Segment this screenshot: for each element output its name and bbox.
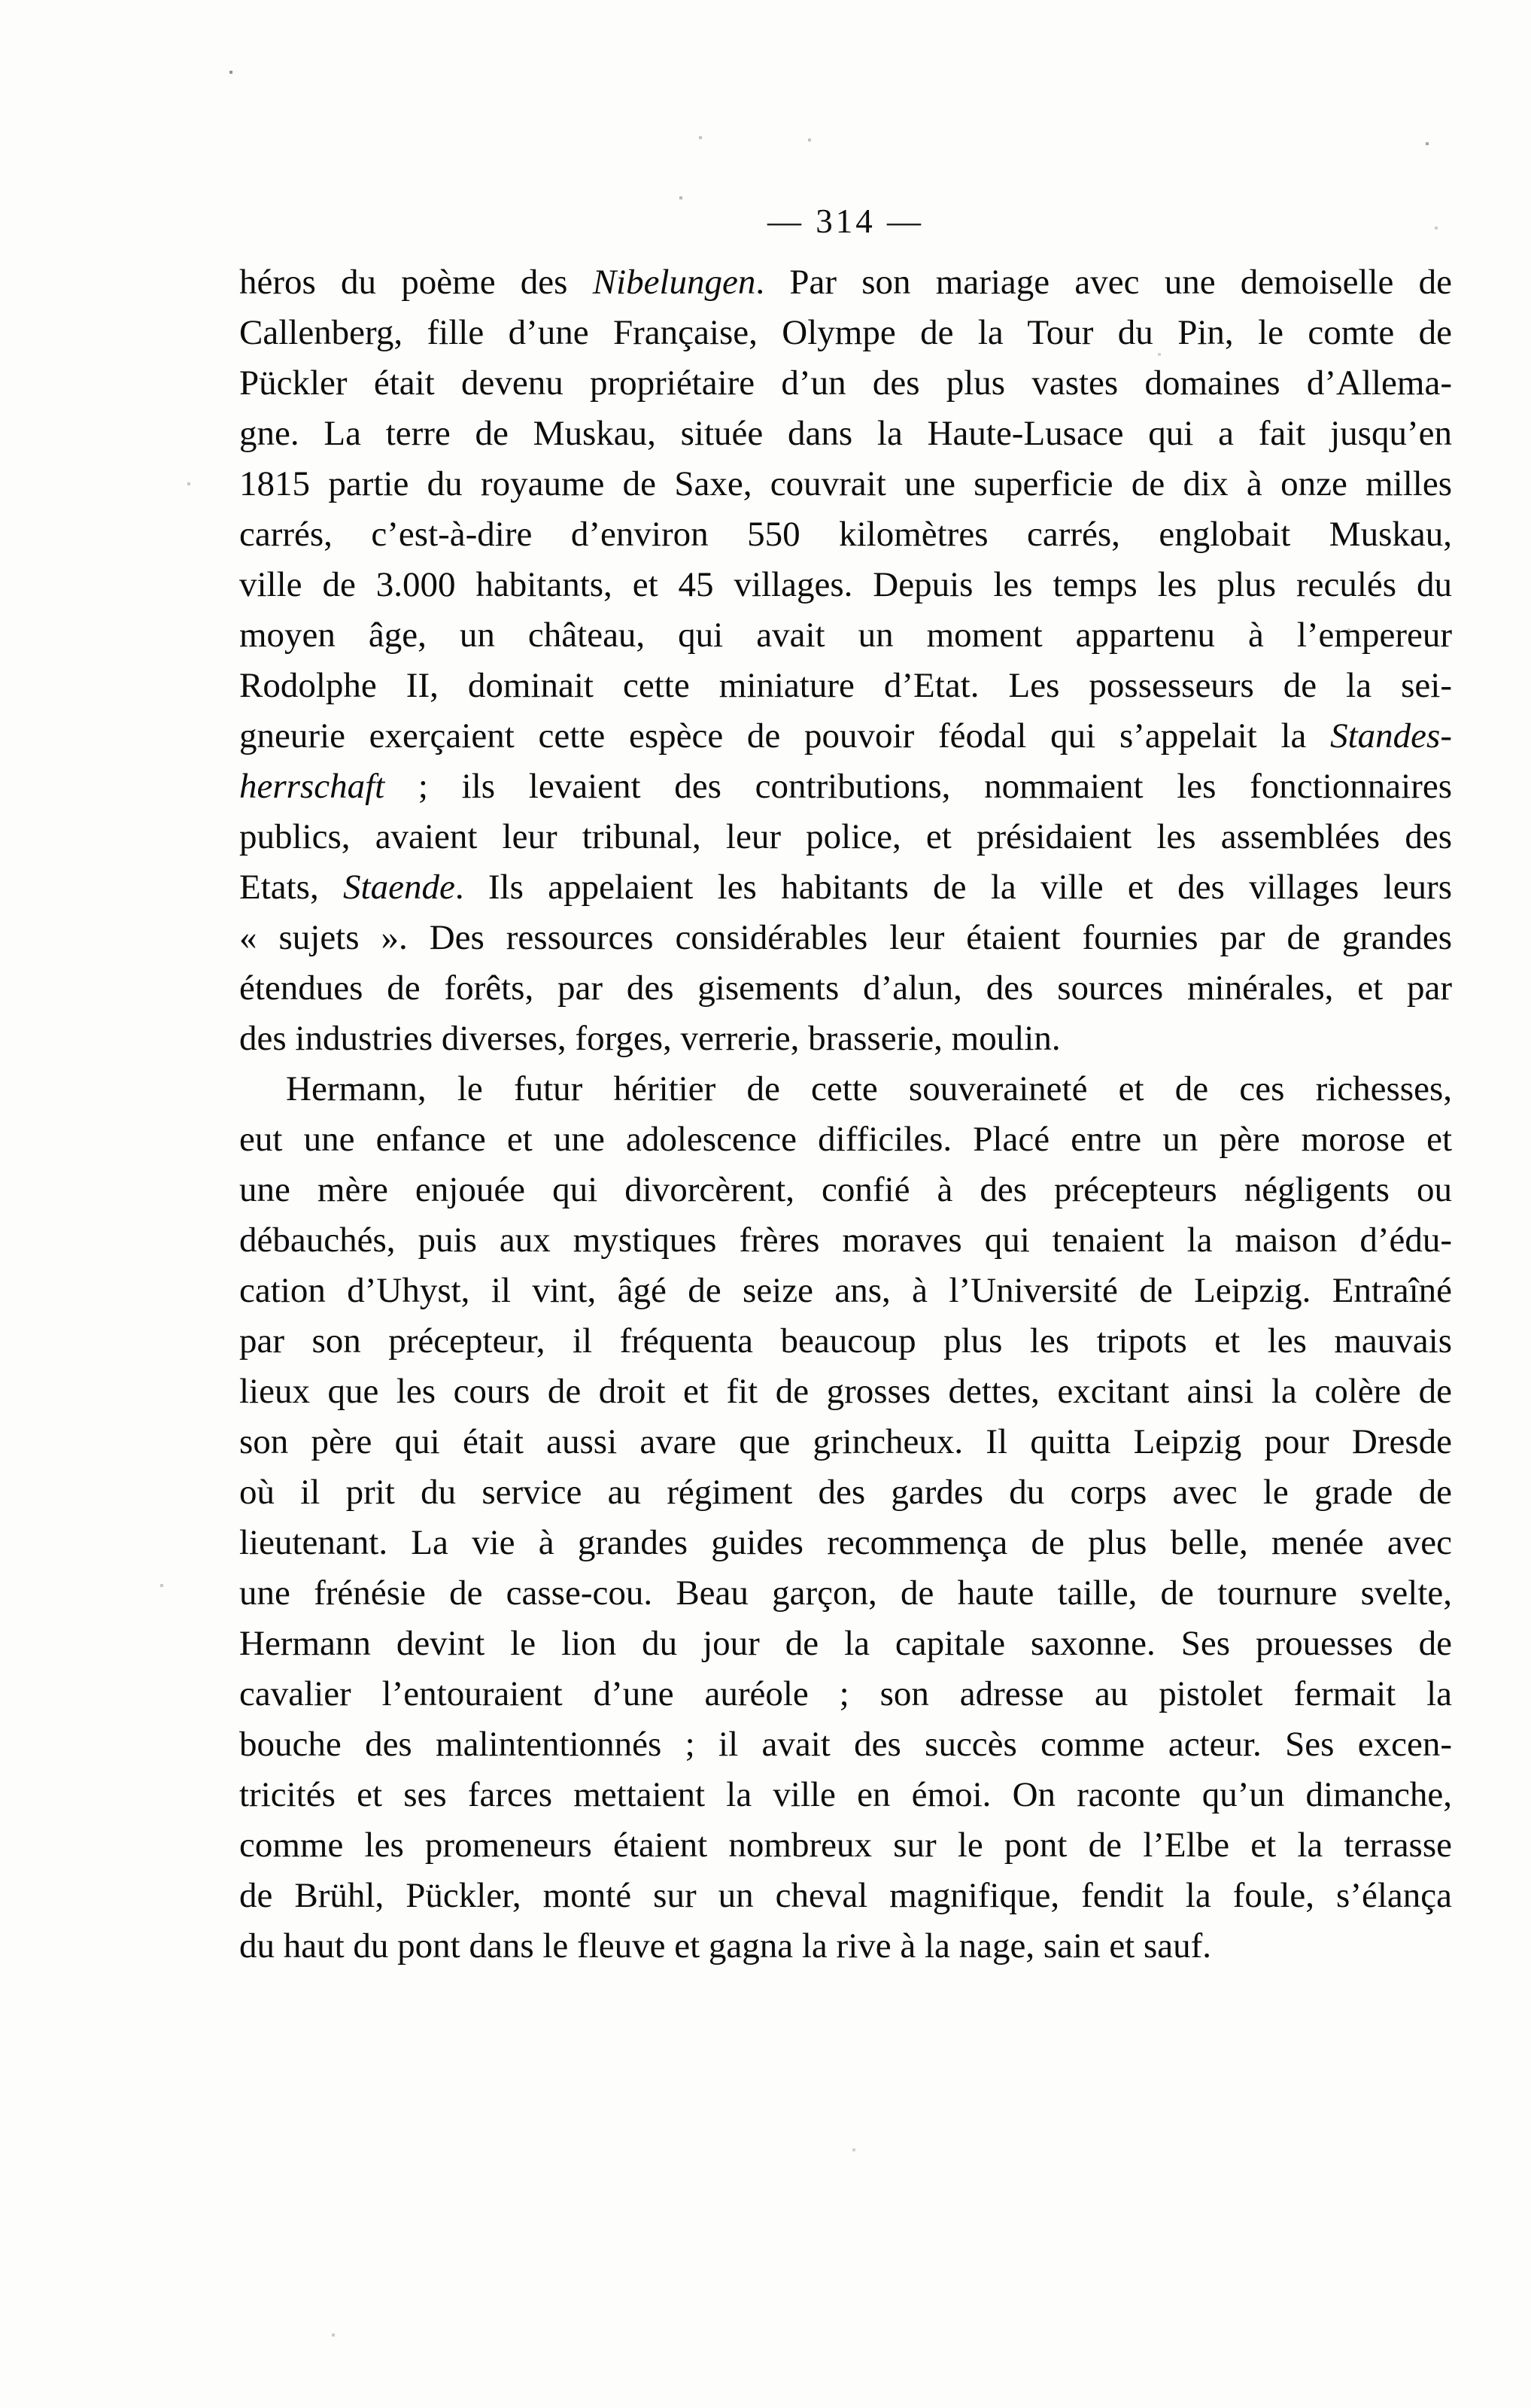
body-text: ; ils levaient des contributions, nommaient les fonctionnaires xyxy=(384,767,1452,806)
text-line xyxy=(239,1215,1452,1266)
body-text: une frénésie de casse-cou. Beau garçon, de haute taille, de tournure svelte, xyxy=(239,1573,1452,1613)
text-line xyxy=(239,862,1452,913)
body-text: lieux que les cours de droit et fit de grosses dettes, excitant ainsi la colère de xyxy=(239,1372,1452,1411)
body-text: son père qui était aussi avare que grincheux. Il quitta Leipzig pour Dresde xyxy=(239,1422,1452,1461)
body-text: « sujets ». Des ressources considérables leur étaient fournies par de grandes xyxy=(239,918,1452,957)
text-line xyxy=(239,1014,1452,1064)
body-text: . Ils appelaient les habitants de la ville et des villages leurs xyxy=(454,868,1452,907)
body-text: où il prit du service au régiment des gardes du corps avec le grade de xyxy=(239,1473,1452,1512)
text-line xyxy=(239,1871,1452,1921)
body-text: comme les promeneurs étaient nombreux sur le pont de l’Elbe et la terrasse xyxy=(239,1826,1452,1865)
text-line xyxy=(239,1165,1452,1215)
body-text: cavalier l’entouraient d’une auréole ; son adresse au pistolet fermait la xyxy=(239,1674,1452,1713)
text-line xyxy=(239,358,1452,409)
text-line xyxy=(239,1064,1452,1114)
text-line xyxy=(239,963,1452,1014)
text-line xyxy=(239,1518,1452,1568)
text-line xyxy=(239,1417,1452,1467)
text-line xyxy=(239,1367,1452,1417)
italic-text: Nibelungen xyxy=(592,263,756,302)
text-line xyxy=(239,1719,1452,1770)
text-line xyxy=(239,711,1452,762)
body-text: des industries diverses, forges, verrerie, brasserie, moulin. xyxy=(239,1019,1061,1058)
text-line xyxy=(239,1568,1452,1619)
text-line xyxy=(239,257,1452,308)
body-text: Pückler était devenu propriétaire d’un des plus vastes domaines d’Allema- xyxy=(239,363,1452,403)
text-line xyxy=(239,1669,1452,1719)
body-text: Callenberg, fille d’une Française, Olympe de la Tour du Pin, le comte de xyxy=(239,313,1452,352)
italic-text: herrschaft xyxy=(239,767,385,806)
body-text: par son précepteur, il fréquenta beaucoup plus les tripots et les mauvais xyxy=(239,1321,1452,1361)
text-block xyxy=(239,257,1452,1972)
page-number: — 314 — xyxy=(767,202,924,240)
text-line xyxy=(239,560,1452,610)
body-text: cation d’Uhyst, il vint, âgé de seize ans, à l’Université de Leipzig. Entraîné xyxy=(239,1271,1452,1310)
text-line xyxy=(239,661,1452,711)
text-line xyxy=(239,308,1452,358)
body-text: lieutenant. La vie à grandes guides recommença de plus belle, menée avec xyxy=(239,1523,1452,1562)
text-line xyxy=(239,509,1452,560)
body-text: étendues de forêts, par des gisements d’alun, des sources minérales, et par xyxy=(239,968,1452,1008)
body-text: tricités et ses farces mettaient la ville en émoi. On raconte qu’un dimanche, xyxy=(239,1775,1452,1814)
text-line xyxy=(239,1820,1452,1871)
body-text: héros du poème des xyxy=(239,263,593,302)
scan-noise xyxy=(0,0,2,2)
body-text: publics, avaient leur tribunal, leur police, et présidaient les assemblées des xyxy=(239,817,1452,856)
text-line xyxy=(239,762,1452,812)
text-line xyxy=(239,1467,1452,1518)
italic-text: Staende xyxy=(343,868,455,907)
body-text: ville de 3.000 habitants, et 45 villages. Depuis les temps les plus reculés du xyxy=(239,565,1452,604)
body-text: 1815 partie du royaume de Saxe, couvrait une superficie de dix à onze milles xyxy=(239,464,1452,503)
body-text: gneurie exerçaient cette espèce de pouvoir féodal qui s’appelait la xyxy=(239,716,1331,756)
body-text: gne. La terre de Muskau, située dans la Haute-Lusace qui a fait jusqu’en xyxy=(239,414,1452,453)
body-text: de Brühl, Pückler, monté sur un cheval magnifique, fendit la foule, s’élança xyxy=(239,1876,1452,1915)
body-text: Hermann devint le lion du jour de la capitale saxonne. Ses prouesses de xyxy=(239,1624,1452,1663)
body-text: du haut du pont dans le fleuve et gagna la rive à la nage, sain et sauf. xyxy=(239,1926,1212,1966)
text-line xyxy=(239,1770,1452,1820)
body-text: une mère enjouée qui divorcèrent, confié à des précepteurs négligents ou xyxy=(239,1170,1452,1209)
text-line xyxy=(239,459,1452,509)
body-text: moyen âge, un château, qui avait un moment appartenu à l’empereur xyxy=(239,616,1452,655)
body-text: carrés, c’est-à-dire d’environ 550 kilomètres carrés, englobait Muskau, xyxy=(239,515,1452,554)
text-line xyxy=(239,1114,1452,1165)
text-line xyxy=(239,1316,1452,1367)
text-line xyxy=(239,1619,1452,1669)
body-text: débauchés, puis aux mystiques frères moraves qui tenaient la maison d’édu- xyxy=(239,1221,1452,1260)
italic-text: Standes- xyxy=(1330,716,1452,756)
body-text: Rodolphe II, dominait cette miniature d’Etat. Les possesseurs de la sei- xyxy=(239,666,1452,705)
text-line xyxy=(239,812,1452,862)
body-text: . Par son mariage avec une demoiselle de xyxy=(755,263,1453,302)
body-text: Etats, xyxy=(239,868,344,907)
text-line xyxy=(239,1921,1452,1972)
body-text: bouche des malintentionnés ; il avait des succès comme acteur. Ses excen- xyxy=(239,1725,1452,1764)
text-line xyxy=(239,913,1452,963)
text-line xyxy=(239,409,1452,459)
text-line xyxy=(239,610,1452,661)
body-text: Hermann, le futur héritier de cette souveraineté et de ces richesses, xyxy=(286,1069,1452,1108)
body-text: eut une enfance et une adolescence difficiles. Placé entre un père morose et xyxy=(239,1120,1452,1159)
text-line xyxy=(239,1266,1452,1316)
